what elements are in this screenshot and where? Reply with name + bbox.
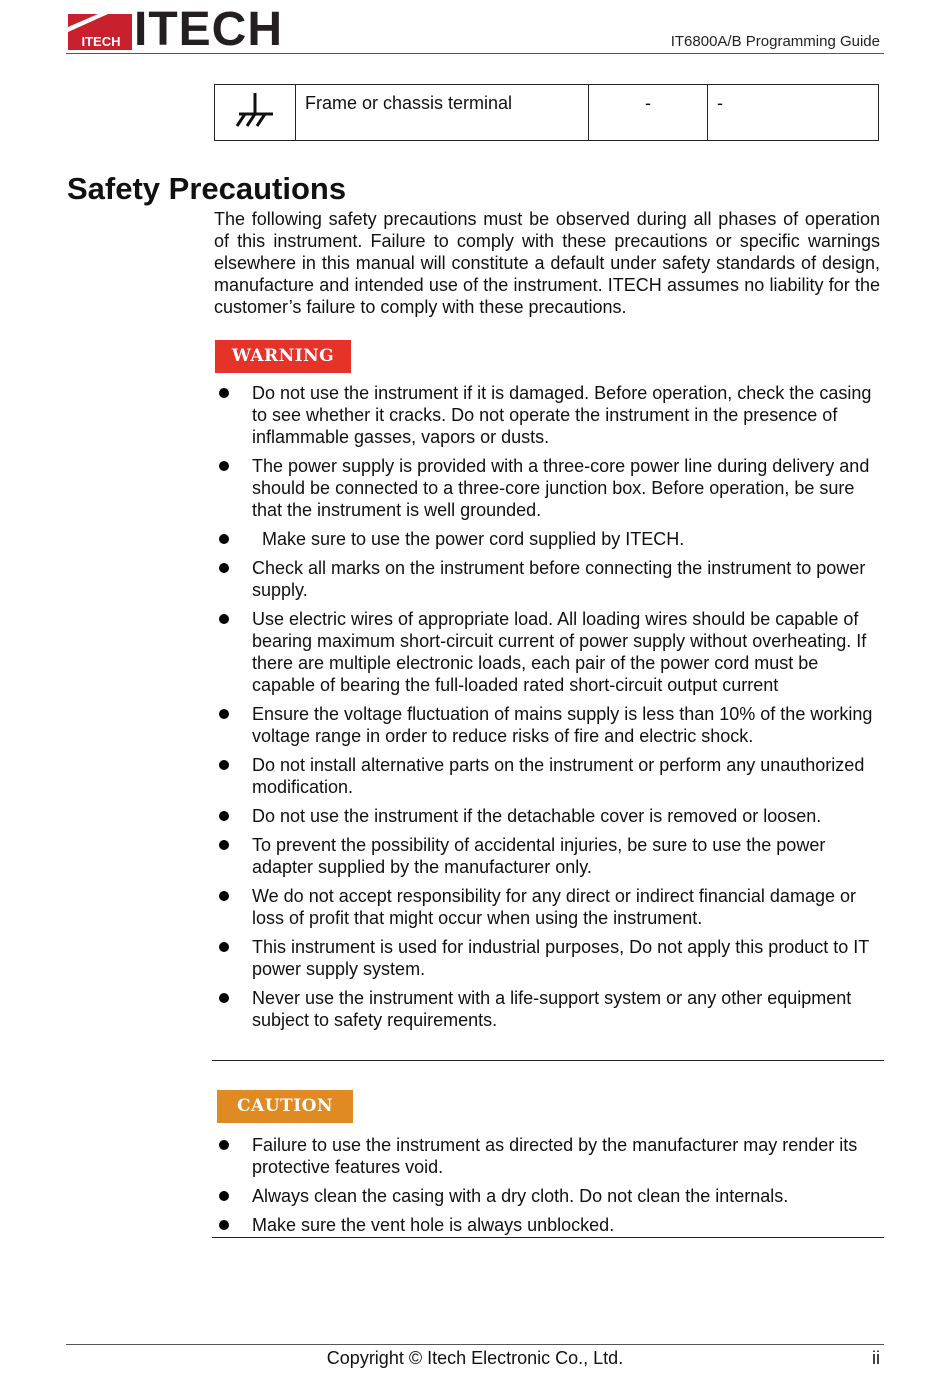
logo-wordmark: ITECH	[134, 3, 283, 56]
logo-badge-icon	[68, 10, 132, 50]
list-item: Do not use the instrument if the detachable cover is removed or loosen.	[214, 805, 884, 827]
symbol-col4: -	[708, 85, 879, 141]
list-item: Make sure to use the power cord supplied by ITECH.	[214, 528, 884, 550]
bullet-icon	[219, 1140, 229, 1150]
symbol-col3: -	[589, 85, 708, 141]
bullet-icon	[219, 534, 229, 544]
list-item: Failure to use the instrument as directed by the manufacturer may render its protective features void.	[214, 1134, 884, 1178]
list-item: We do not accept responsibility for any direct or indirect financial damage or loss of profit that might occur when using the instrument.	[214, 885, 884, 929]
warning-divider	[212, 1060, 884, 1061]
document-title: IT6800A/B Programming Guide	[670, 33, 880, 50]
bullet-icon	[219, 614, 229, 624]
table-row	[215, 85, 879, 141]
bullet-icon	[219, 461, 229, 471]
list-item: Ensure the voltage fluctuation of mains supply is less than 10% of the working voltage range in order to reduce risks of fire and electric shock.	[214, 703, 884, 747]
header-divider	[66, 53, 884, 54]
bullet-icon	[219, 993, 229, 1003]
itech-logo	[68, 3, 283, 56]
symbol-cell	[215, 85, 296, 141]
bullet-icon	[219, 1191, 229, 1201]
list-item: This instrument is used for industrial purposes, Do not apply this product to IT power supply system.	[214, 936, 884, 980]
footer-copyright: Copyright © Itech Electronic Co., Ltd.	[326, 1348, 624, 1368]
bullet-icon	[219, 1220, 229, 1230]
logo-badge-text: ITECH	[81, 34, 121, 49]
list-item: Make sure the vent hole is always unblocked.	[214, 1214, 884, 1236]
caution-divider	[212, 1237, 884, 1238]
footer-divider	[66, 1344, 884, 1345]
list-item: Never use the instrument with a life-support system or any other equipment subject to safety requirements.	[214, 987, 884, 1031]
list-item: Always clean the casing with a dry cloth. Do not clean the internals.	[214, 1185, 884, 1207]
bullet-icon	[219, 388, 229, 398]
bullet-icon	[219, 891, 229, 901]
intro-paragraph: The following safety precautions must be observed during all phases of operation of this instrument. Failure to comply with these precautions or specific warnings elsewhere in this manual will constitute a default under safety standards of design, manufacture and intended use of the instrument. ITECH assumes no liability for the customer’s failure to comply with these precautions.	[214, 209, 880, 317]
list-item: The power supply is provided with a three-core power line during delivery and should be connected to a three-core junction box. Before operation, be sure that the instrument is well grounded.	[214, 455, 884, 521]
caution-list	[214, 1134, 884, 1243]
bullet-icon	[219, 760, 229, 770]
symbol-description: Frame or chassis terminal	[296, 85, 589, 141]
bullet-icon	[219, 563, 229, 573]
bullet-icon	[219, 709, 229, 719]
warning-badge: WARNING	[215, 340, 351, 373]
bullet-icon	[219, 942, 229, 952]
list-item: Do not install alternative parts on the instrument or perform any unauthorized modification.	[214, 754, 884, 798]
list-item: Do not use the instrument if it is damaged. Before operation, check the casing to see whether it cracks. Do not operate the instrument in the presence of inflammable gasses, vapors or dusts.	[214, 382, 884, 448]
symbol-table	[214, 84, 879, 141]
bullet-icon	[219, 840, 229, 850]
list-item: Check all marks on the instrument before connecting the instrument to power supply.	[214, 557, 884, 601]
list-item: Use electric wires of appropriate load. All loading wires should be capable of bearing maximum short-circuit current of power supply without overheating. If there are multiple electronic loads, each pair of the power cord must be capable of bearing the full-loaded rated short-circuit output current	[214, 608, 884, 696]
bullet-icon	[219, 811, 229, 821]
caution-badge: CAUTION	[217, 1090, 353, 1123]
list-item: To prevent the possibility of accidental injuries, be sure to use the power adapter supplied by the manufacturer only.	[214, 834, 884, 878]
section-title: Safety Precautions	[67, 171, 347, 206]
warning-list	[214, 382, 884, 1038]
frame-ground-icon	[233, 90, 277, 130]
page-number: ii	[872, 1348, 880, 1368]
